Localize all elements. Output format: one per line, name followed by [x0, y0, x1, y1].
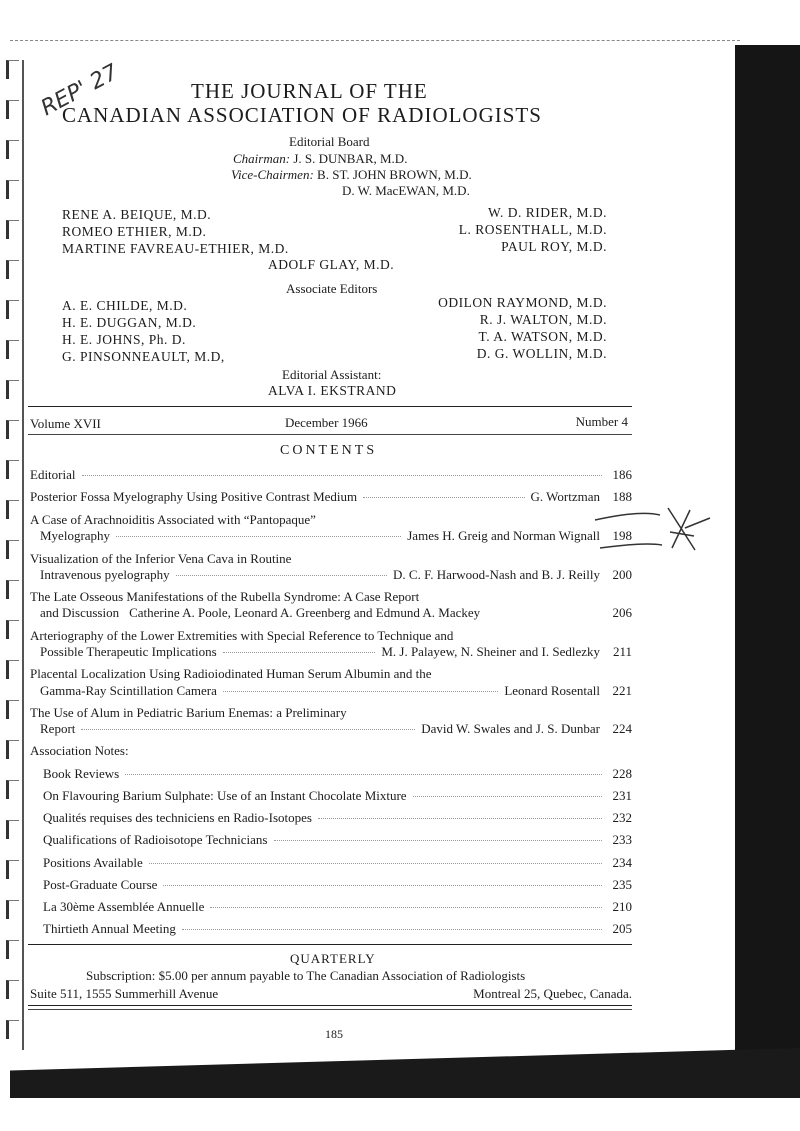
toc-title: Editorial [30, 467, 76, 482]
binding-holes [0, 60, 28, 1050]
toc-page: 206 [612, 605, 632, 620]
notes-entry [43, 788, 632, 804]
toc-author: James H. Greig and Norman Wignall [407, 528, 600, 543]
notes-page: 228 [612, 766, 632, 781]
notes-entry [43, 855, 632, 871]
chairman-row [233, 151, 407, 167]
vice-chairman-1: B. ST. JOHN BROWN, M.D. [317, 167, 472, 182]
associate-editor: T. A. WATSON, M.D. [478, 329, 607, 344]
notes-entry [43, 766, 632, 782]
toc-entry [40, 605, 632, 621]
toc-page: 188 [612, 489, 632, 504]
toc-title: A Case of Arachnoiditis Associated with “Pantopaque” [30, 512, 316, 527]
association-notes-heading: Association Notes: [30, 743, 129, 758]
notes-title: La 30ème Assemblée Annuelle [43, 899, 205, 914]
toc-entry [40, 644, 632, 660]
handwritten-annotation: REP' 27 [37, 59, 123, 122]
notes-entry [43, 832, 632, 848]
toc-title-cont: Gamma-Ray Scintillation Camera [40, 683, 217, 698]
notes-page: 210 [612, 899, 632, 914]
notes-title: Qualifications of Radioisotope Technicians [43, 832, 268, 847]
associate-editor: H. E. JOHNS, Ph. D. [62, 332, 186, 347]
toc-title-cont: Possible Therapeutic Implications [40, 644, 217, 659]
rule [28, 1009, 632, 1010]
page-number: 185 [325, 1027, 343, 1041]
toc-page: 186 [612, 467, 632, 482]
toc-title-cont: and Discussion [40, 605, 120, 620]
board-member: ADOLF GLAY, M.D. [268, 257, 395, 272]
toc-title: The Use of Alum in Pediatric Barium Enemas: a Preliminary [30, 705, 347, 720]
toc-page: 198 [612, 528, 632, 543]
notes-entry [43, 810, 632, 826]
journal-title-line1: THE JOURNAL OF THE [191, 79, 428, 103]
toc-entry [30, 489, 632, 505]
toc-author: David W. Swales and J. S. Dunbar [421, 721, 600, 736]
notes-title: Positions Available [43, 855, 143, 870]
volume: Volume XVII [30, 416, 101, 431]
toc-page: 224 [612, 721, 632, 736]
toc-author: Leonard Rosentall [504, 683, 600, 698]
associate-editor: D. G. WOLLIN, M.D. [476, 346, 607, 361]
toc-author: M. J. Palayew, N. Sheiner and I. Sedlezky [381, 644, 600, 659]
board-member: RENE A. BEIQUE, M.D. [62, 207, 212, 222]
toc-page: 211 [612, 644, 632, 659]
notes-page: 205 [612, 921, 632, 936]
associate-editor: A. E. CHILDE, M.D. [62, 298, 188, 313]
notes-title: Qualités requises des techniciens en Radio-Isotopes [43, 810, 312, 825]
associate-editor: G. PINSONNEAULT, M.D, [62, 349, 225, 364]
pencil-mark [590, 500, 720, 560]
notes-entry [43, 899, 632, 915]
chairman-label: Chairman: [233, 151, 291, 166]
scan-dark-border-bottom [10, 1048, 800, 1098]
quarterly: QUARTERLY [290, 951, 376, 966]
toc-title: Posterior Fossa Myelography Using Positive Contrast Medium [30, 489, 358, 504]
contents-heading: CONTENTS [280, 443, 378, 458]
notes-entry [43, 877, 632, 893]
associate-editor: ODILON RAYMOND, M.D. [438, 295, 607, 310]
toc-title: Placental Localization Using Radioiodinated Human Serum Albumin and the [30, 666, 432, 681]
rule [28, 406, 632, 407]
chairman-name: J. S. DUNBAR, M.D. [293, 151, 408, 166]
associate-editor: H. E. DUGGAN, M.D. [62, 315, 197, 330]
address-left: Suite 511, 1555 Summerhill Avenue [30, 986, 219, 1001]
notes-entry [43, 921, 632, 937]
toc-entry [40, 683, 632, 699]
notes-page: 235 [612, 877, 632, 892]
rule [28, 944, 632, 945]
journal-title-line2: CANADIAN ASSOCIATION OF RADIOLOGISTS [62, 103, 542, 127]
editorial-board-heading: Editorial Board [289, 134, 370, 149]
notes-title: Thirtieth Annual Meeting [43, 921, 176, 936]
board-member: PAUL ROY, M.D. [501, 239, 607, 254]
toc-title-cont: Report [40, 721, 76, 736]
notes-title: Book Reviews [43, 766, 120, 781]
notes-page: 233 [612, 832, 632, 847]
notes-page: 232 [612, 810, 632, 825]
vice-chairmen-label: Vice-Chairmen: [231, 167, 314, 182]
scan-dark-border-right [735, 45, 800, 1050]
notes-title: Post-Graduate Course [43, 877, 158, 892]
notes-page: 234 [612, 855, 632, 870]
issue-date: December 1966 [285, 415, 368, 430]
vice-chairmen-row [231, 167, 472, 183]
address-right: Montreal 25, Quebec, Canada. [473, 986, 632, 1001]
board-member: MARTINE FAVREAU-ETHIER, M.D. [62, 241, 289, 256]
board-member: ROMEO ETHIER, M.D. [62, 224, 207, 239]
toc-author: Catherine A. Poole, Leonard A. Greenberg and Edmund A. Mackey [129, 605, 481, 620]
editorial-assistant-heading: Editorial Assistant: [282, 367, 382, 382]
rule [28, 434, 632, 435]
vice-chairman-2: D. W. MacEWAN, M.D. [342, 183, 470, 198]
issue-number: Number 4 [575, 414, 628, 429]
toc-author: G. Wortzman [530, 489, 600, 504]
board-member: W. D. RIDER, M.D. [487, 205, 607, 220]
associate-editors-heading: Associate Editors [286, 281, 378, 296]
associate-editor: R. J. WALTON, M.D. [479, 312, 607, 327]
toc-entry [40, 567, 632, 583]
rule [28, 1005, 632, 1006]
board-member: L. ROSENTHALL, M.D. [458, 222, 607, 237]
toc-title-cont: Intravenous pyelography [40, 567, 170, 582]
toc-page: 200 [612, 567, 632, 582]
editorial-assistant-name: ALVA I. EKSTRAND [268, 383, 397, 398]
toc-page: 221 [612, 683, 632, 698]
toc-title: The Late Osseous Manifestations of the Rubella Syndrome: A Case Report [30, 589, 420, 604]
toc-entry [30, 467, 632, 483]
toc-entry [40, 721, 632, 737]
toc-title: Arteriography of the Lower Extremities with Special Reference to Technique and [30, 628, 454, 643]
toc-title-cont: Myelography [40, 528, 111, 543]
scan-top-edge [10, 40, 740, 44]
subscription: Subscription: $5.00 per annum payable to The Canadian Association of Radiologists [86, 968, 526, 983]
toc-author: D. C. F. Harwood-Nash and B. J. Reilly [393, 567, 600, 582]
notes-title: On Flavouring Barium Sulphate: Use of an Instant Chocolate Mixture [43, 788, 407, 803]
toc-title: Visualization of the Inferior Vena Cava in Routine [30, 551, 292, 566]
notes-page: 231 [612, 788, 632, 803]
toc-entry [40, 528, 632, 544]
